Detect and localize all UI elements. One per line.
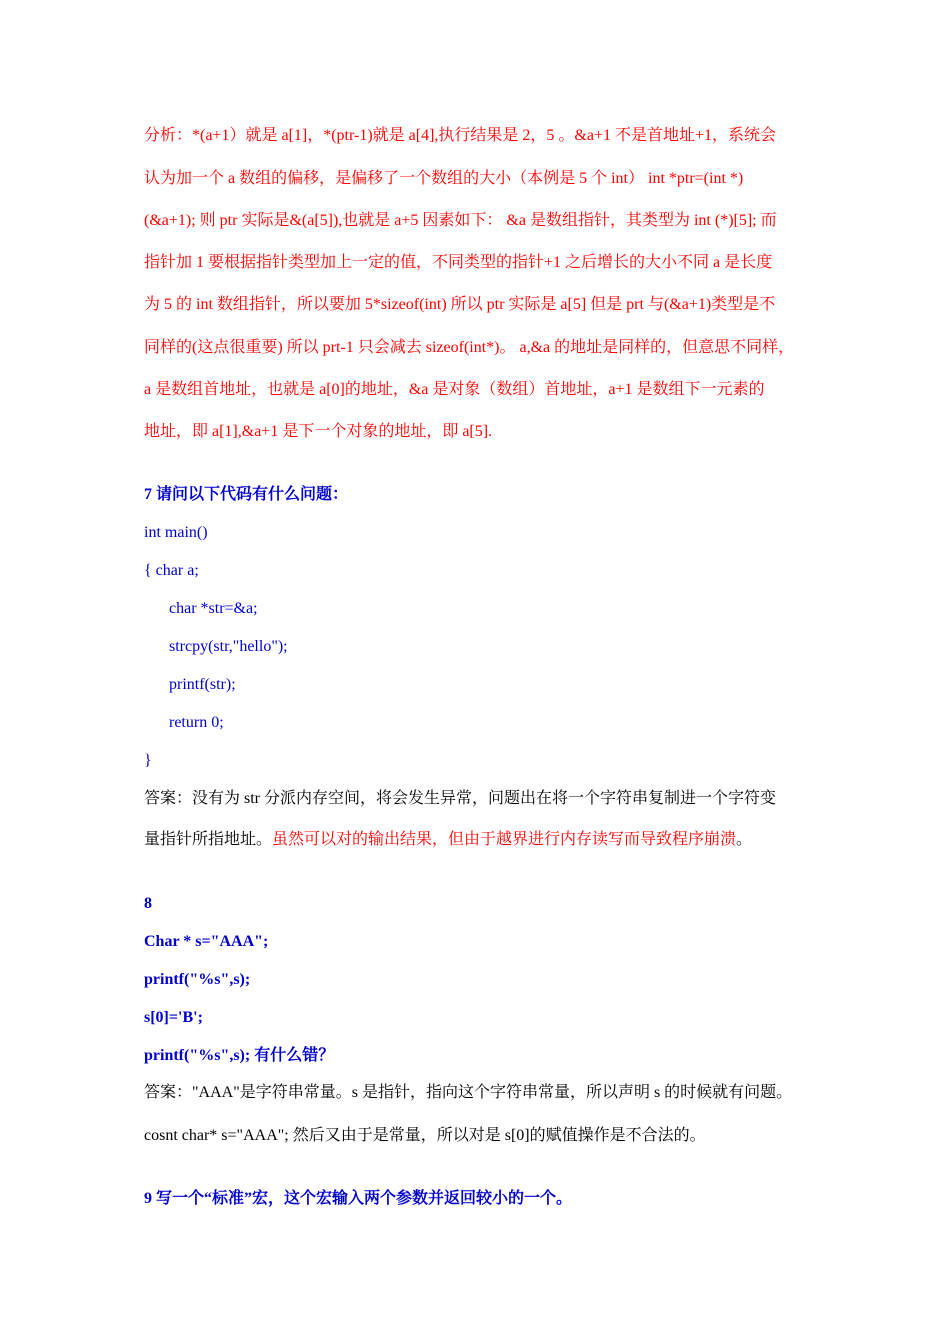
- q7-code-line-2: { char a;: [144, 562, 199, 579]
- q7-answer-end: 。: [736, 831, 753, 848]
- q8-code-line-4: printf("%s",s); 有什么错？: [144, 1047, 335, 1064]
- q7-code-line-5: printf(str);: [169, 676, 236, 693]
- q7-code-line-4: strcpy(str,"hello");: [169, 638, 288, 655]
- q8-code-line-1: Char * s="AAA";: [144, 933, 269, 950]
- q7-code-line-3: char *str=&a;: [169, 600, 258, 617]
- analysis-line-4: 指针加 1 要根据指针类型加上一定的值，不同类型的指针+1 之后增长的大小不同 a 是长度: [144, 254, 773, 271]
- q8-code-line-3: s[0]='B';: [144, 1009, 203, 1026]
- analysis-line-3: (&a+1); 则 ptr 实际是&(a[5]),也就是 a+5 因素如下： &a 是数组指针，其类型为 int (*)[5]; 而: [144, 212, 777, 229]
- q8-answer-line-1: 答案："AAA"是字符串常量。s 是指针，指向这个字符串常量，所以声明 s 的时候就有问题。: [144, 1084, 793, 1101]
- analysis-line-6: 同样的(这点很重要) 所以 prt-1 只会减去 sizeof(int*)。 a,&a 的地址是同样的，但意思不同样，: [144, 339, 795, 356]
- q7-code-line-6: return 0;: [169, 714, 224, 731]
- q8-number: 8: [144, 895, 152, 912]
- analysis-line-1: 分析：*(a+1）就是 a[1]，*(ptr-1)就是 a[4],执行结果是 2，5 。&a+1 不是首地址+1，系统会: [144, 127, 777, 144]
- q7-answer-line-1: 答案：没有为 str 分派内存空间，将会发生异常，问题出在将一个字符串复制进一个字符变: [144, 790, 777, 807]
- q8-answer-line-2: cosnt char* s="AAA"; 然后又由于是常量，所以对是 s[0]的赋值操作是不合法的。: [144, 1127, 706, 1144]
- q7-code-line-1: int main(): [144, 524, 208, 541]
- analysis-line-2: 认为加一个 a 数组的偏移，是偏移了一个数组的大小（本例是 5 个 int） int *ptr=(int *): [144, 170, 744, 187]
- q7-code-line-7: }: [144, 752, 152, 769]
- analysis-line-7: a 是数组首地址，也就是 a[0]的地址，&a 是对象（数组）首地址，a+1 是数组下一元素的: [144, 381, 765, 398]
- analysis-line-5: 为 5 的 int 数组指针，所以要加 5*sizeof(int) 所以 ptr 实际是 a[5] 但是 prt 与(&a+1)类型是不: [144, 296, 776, 313]
- q7-answer-line-2: [144, 829, 752, 851]
- q7-answer-black: 量指针所指地址。: [144, 831, 273, 848]
- q8-code-line-2: printf("%s",s);: [144, 971, 251, 988]
- q9-title: 9 写一个“标准”宏，这个宏输入两个参数并返回较小的一个。: [144, 1190, 573, 1207]
- q7-title: 7 请问以下代码有什么问题：: [144, 486, 349, 503]
- q7-answer-red: 虽然可以对的输出结果，但由于越界进行内存读写而导致程序崩溃: [272, 831, 737, 848]
- analysis-line-8: 地址，即 a[1],&a+1 是下一个对象的地址，即 a[5].: [144, 423, 493, 440]
